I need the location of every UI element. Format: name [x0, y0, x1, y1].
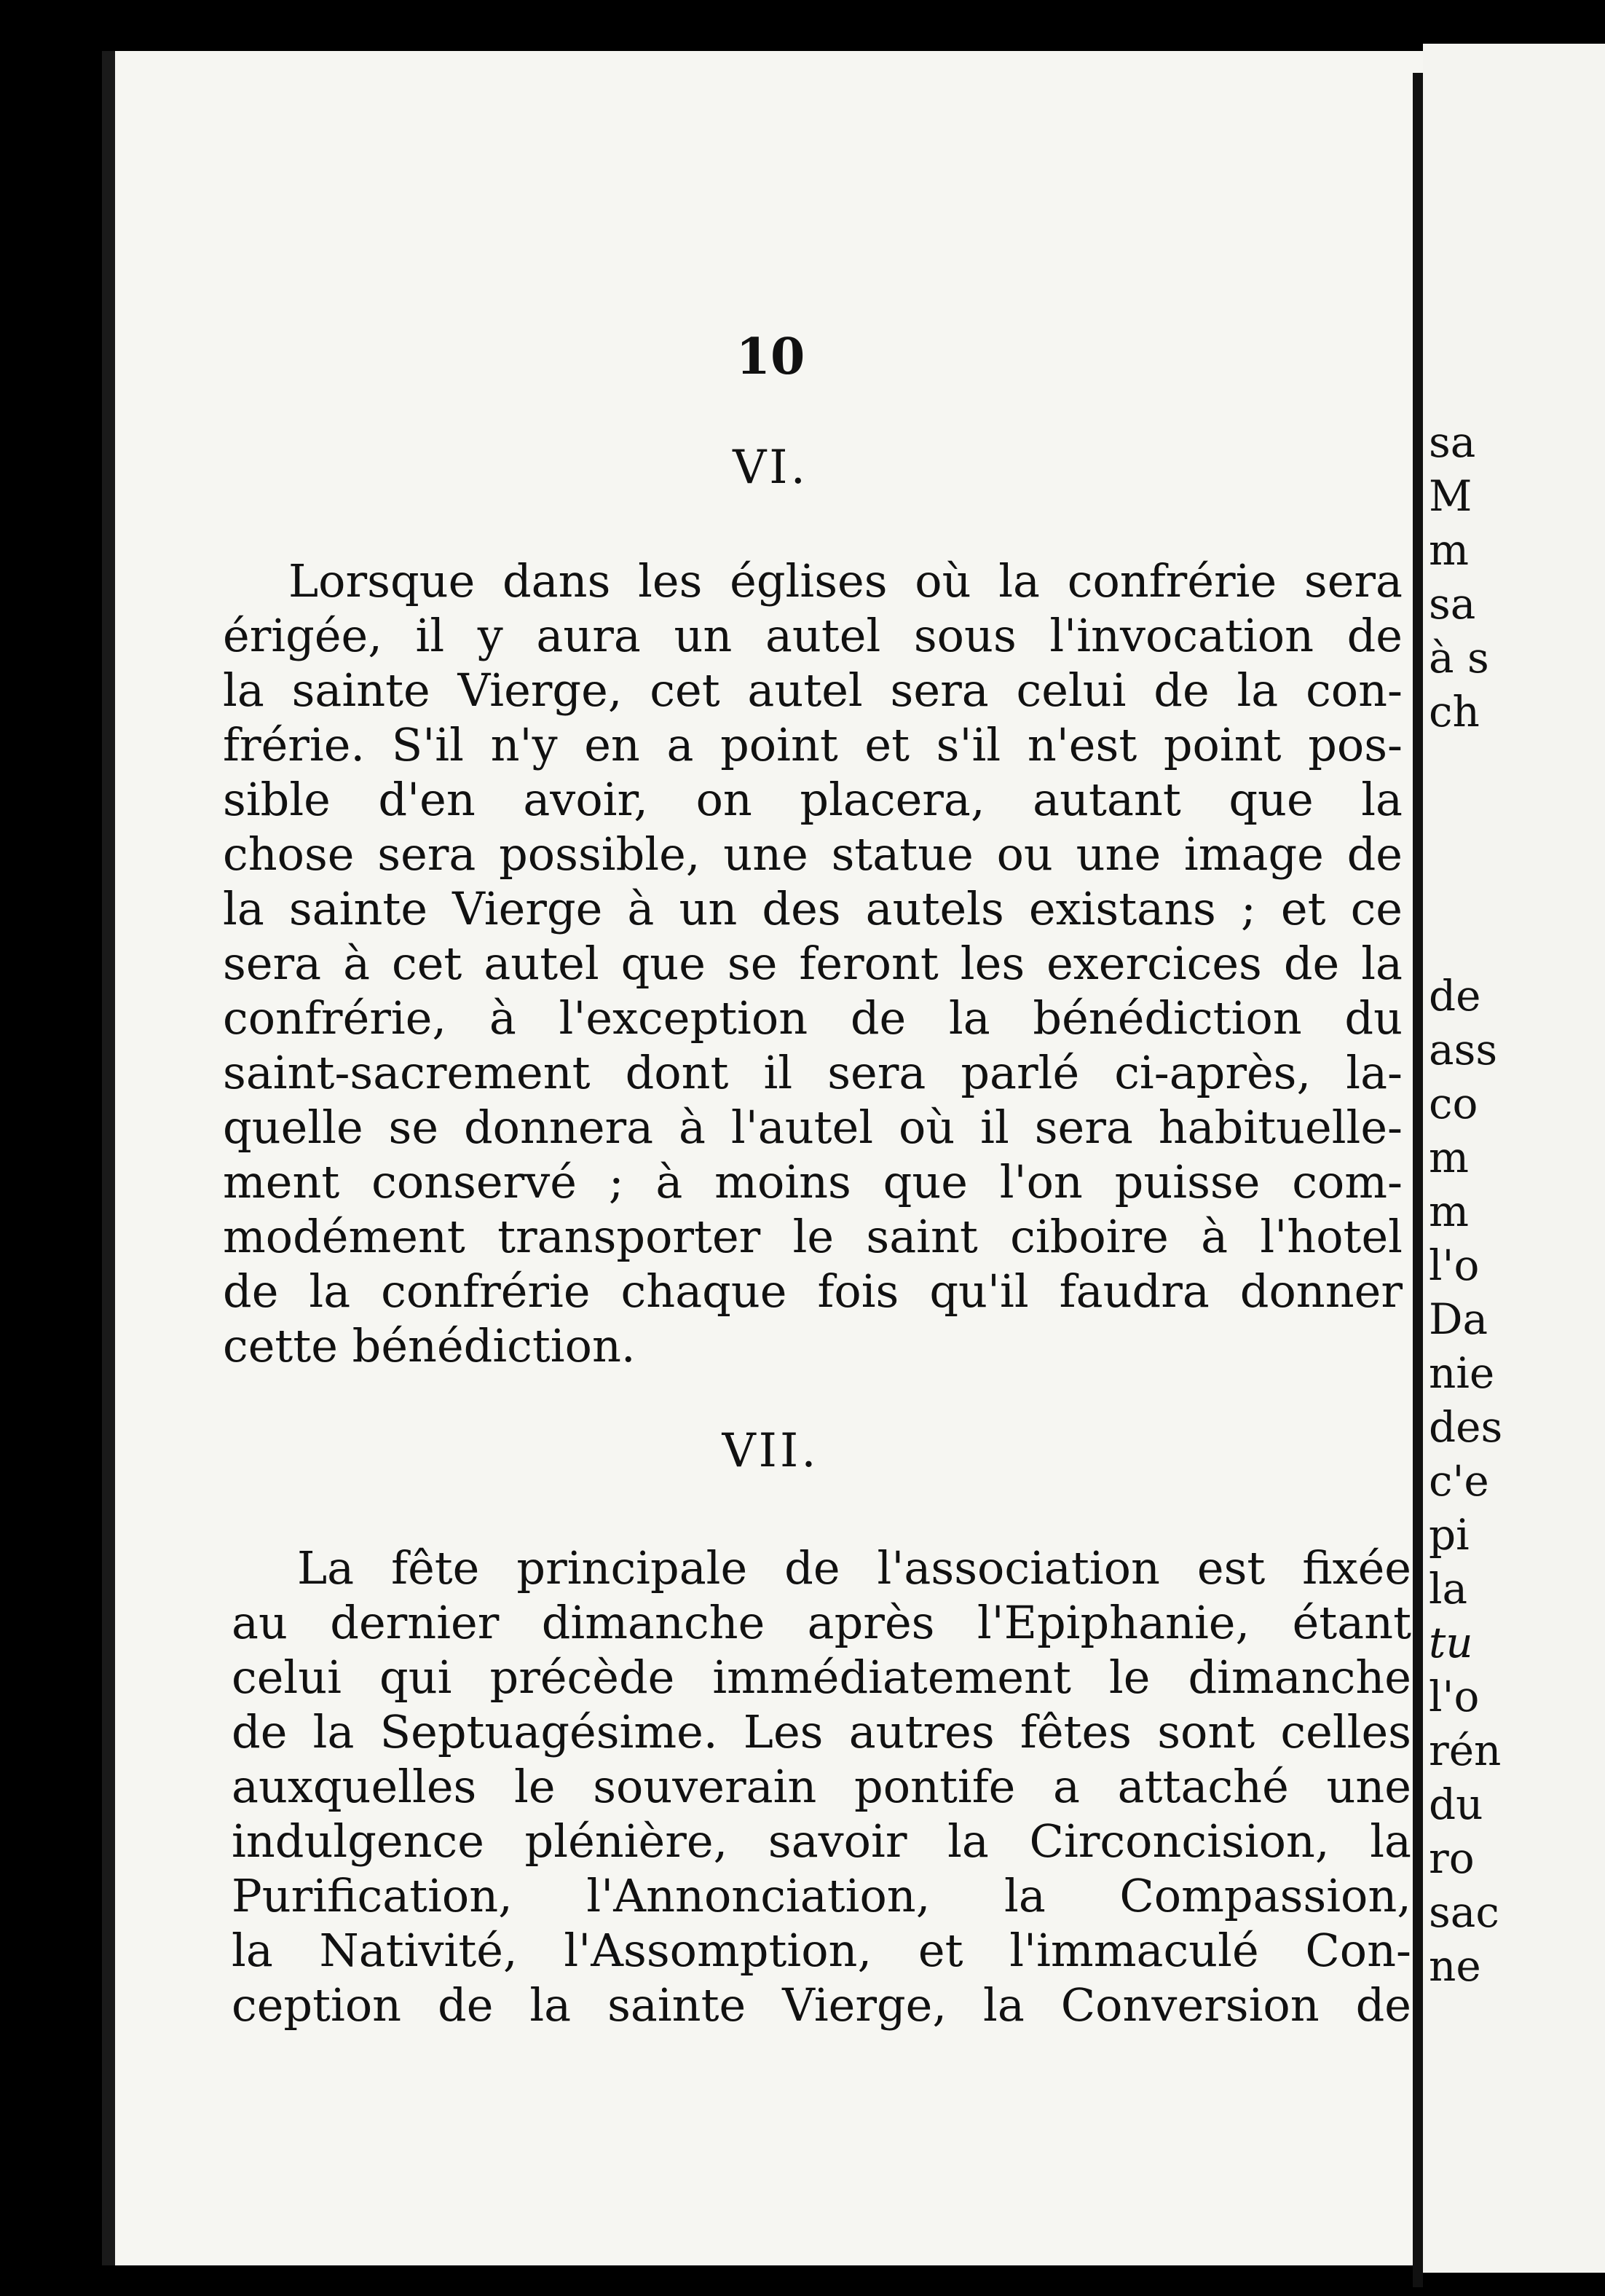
- text-line: la sainte Vierge, cet autel sera celui de la con-: [223, 664, 1403, 717]
- fragment-line: ch: [1429, 687, 1480, 736]
- text-line: ment conservé ; à moins que l'on puisse com-: [223, 1155, 1403, 1208]
- text-line: auxquelles le souverain pontife a attaché une: [232, 1760, 1411, 1813]
- text-line: de la confrérie chaque fois qu'il faudra donner: [223, 1265, 1403, 1318]
- text-line: érigée, il y aura un autel sous l'invocation de: [223, 609, 1403, 662]
- fragment-line: Da: [1429, 1294, 1488, 1344]
- text-line: sera à cet autel que se feront les exercices de la: [223, 937, 1403, 990]
- fragment-line: m: [1429, 1133, 1469, 1182]
- section-heading-vi: VI.: [733, 441, 808, 495]
- page-number: 10: [736, 328, 805, 386]
- text-line: saint-sacrement dont il sera parlé ci-après, la-: [223, 1046, 1403, 1099]
- fragment-line: nie: [1429, 1348, 1495, 1398]
- text-line: quelle se donnera à l'autel où il sera habituelle-: [223, 1101, 1403, 1154]
- fragment-line: m: [1429, 525, 1469, 575]
- fragment-line: ro: [1429, 1833, 1475, 1883]
- right-page-fragment-top: [1429, 415, 1604, 739]
- text-line: frérie. S'il n'y en a point et s'il n'est point pos-: [223, 718, 1403, 771]
- fragment-line: des: [1429, 1402, 1503, 1452]
- text-line: chose sera possible, une statue ou une image de: [223, 827, 1403, 881]
- fragment-line: ne: [1429, 1941, 1481, 1991]
- text-line: cette bénédiction.: [223, 1319, 636, 1372]
- text-line: sible d'en avoir, on placera, autant que la: [223, 773, 1403, 826]
- fragment-line: m: [1429, 1187, 1469, 1236]
- fragment-line: sa: [1429, 417, 1476, 467]
- fragment-line: l'o: [1429, 1672, 1480, 1721]
- fragment-line: à s: [1429, 633, 1489, 683]
- text-line: celui qui précède immédiatement le dimanche: [232, 1651, 1411, 1704]
- fragment-line: de: [1429, 971, 1481, 1021]
- fragment-line: sa: [1429, 579, 1476, 629]
- fragment-line: l'o: [1429, 1241, 1480, 1290]
- fragment-line: rén: [1429, 1726, 1502, 1775]
- text-line: confrérie, à l'exception de la bénédiction du: [223, 991, 1403, 1045]
- text-line: la Nativité, l'Assomption, et l'immaculé Con-: [232, 1924, 1411, 1977]
- section-heading-vii: VII.: [722, 1424, 819, 1478]
- book-gutter: [1413, 73, 1423, 2287]
- fragment-line: la: [1429, 1564, 1468, 1613]
- text-line: Purification, l'Annonciation, la Compassion,: [232, 1869, 1411, 1922]
- right-page-edge: [1423, 44, 1605, 2273]
- text-line: indulgence plénière, savoir la Circoncision, la: [232, 1815, 1411, 1868]
- text-line: La fête principale de l'association est fixée: [297, 1541, 1411, 1595]
- text-line: au dernier dimanche après l'Epiphanie, étant: [232, 1596, 1411, 1649]
- fragment-line: du: [1429, 1780, 1483, 1829]
- right-page-fragment-bottom: [1429, 969, 1604, 1993]
- text-line: ception de la sainte Vierge, la Conversion de: [232, 1978, 1411, 2032]
- fragment-line: c'e: [1429, 1456, 1489, 1506]
- text-line: Lorsque dans les églises où la confrérie sera: [288, 554, 1403, 608]
- text-line: la sainte Vierge à un des autels existans ; et ce: [223, 882, 1403, 935]
- left-page: [102, 51, 1426, 2265]
- fragment-line: pi: [1429, 1510, 1470, 1560]
- paragraph-vii: [232, 1541, 1411, 2032]
- text-line: de la Septuagésime. Les autres fêtes sont celles: [232, 1705, 1411, 1758]
- fragment-line: ass: [1429, 1025, 1498, 1074]
- fragment-line: sac: [1429, 1887, 1499, 1937]
- fragment-line: co: [1429, 1079, 1478, 1128]
- paragraph-vi: [223, 554, 1403, 1373]
- fragment-line: M: [1429, 471, 1472, 521]
- fragment-line: tu: [1429, 1618, 1473, 1667]
- text-line: modément transporter le saint ciboire à l'hotel: [223, 1210, 1403, 1263]
